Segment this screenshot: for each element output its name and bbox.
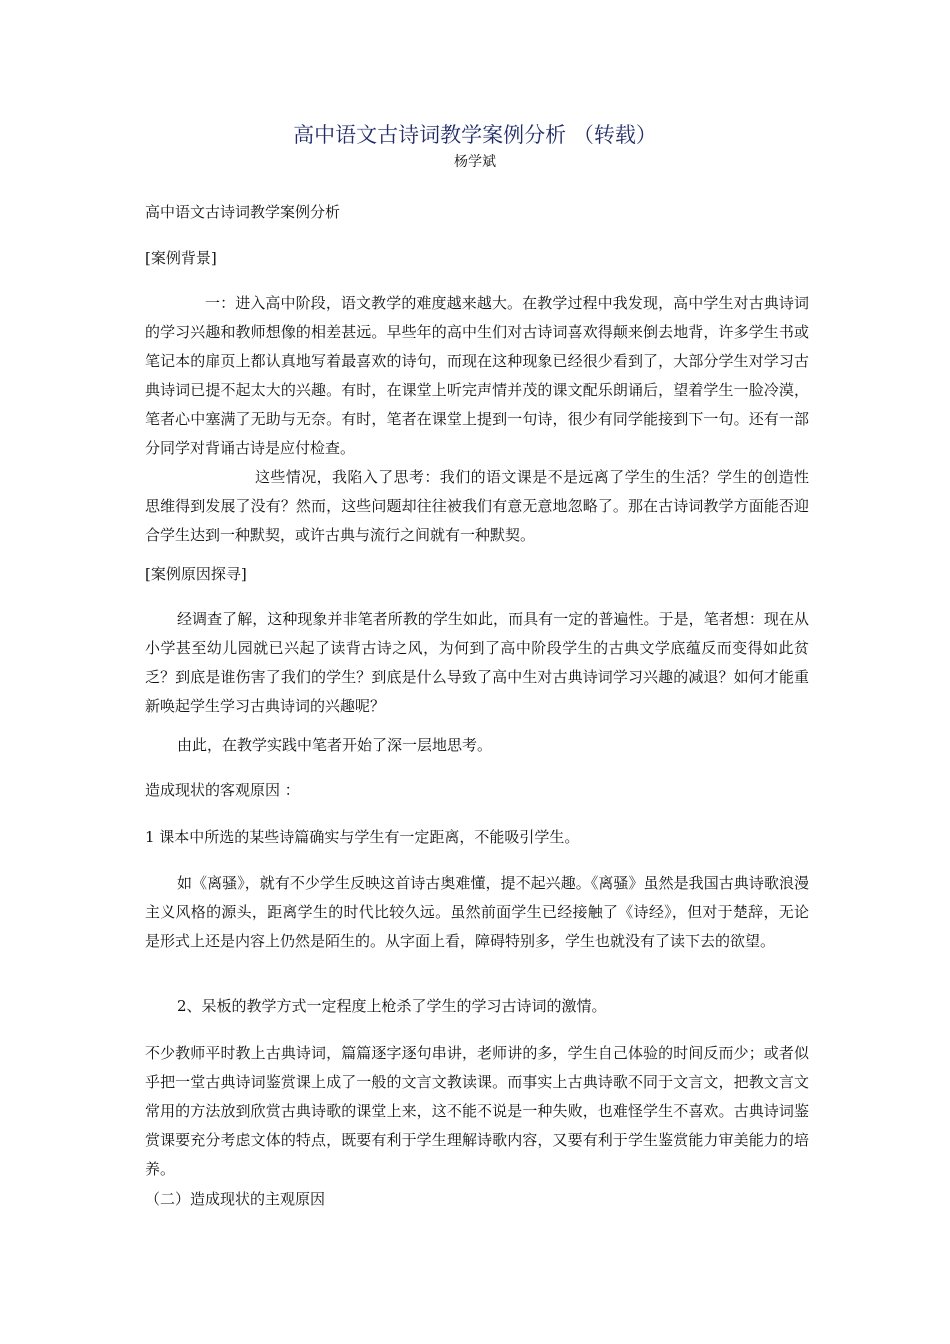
paragraph-teaching: 不少教师平时教上古典诗词，篇篇逐字逐句串讲，老师讲的多，学生自己体验的时间反而少；或者似乎把一堂古典诗词鉴赏课上成了一般的文言文教读课。而事实上古典诗歌不同于文言文，把教文言文常用的方法放到欣赏古典诗歌的课堂上来，这不能不说是一种失败，也难怪学生不喜欢。古典诗词鉴赏课要充分考虑文体的特点，既要有利于学生理解诗歌内容，又要有利于学生鉴赏能力审美能力的培养。 [145,1044,809,1178]
paragraph-background-2: 这些情况，我陷入了思考：我们的语文课是不是远离了学生的生活？学生的创造性思维得到发展了没有？然而，这些问题却往往被我们有意无意地忽略了。那在古诗词教学方面能否迎合学生达到一种默契，或许古典与流行之间就有一种默契。 [145,468,809,544]
list-item-1: 1 课本中所选的某些诗篇确实与学生有一定距离，不能吸引学生。 [145,828,580,846]
section-label-cause: [案例原因探寻] [145,565,247,583]
document-author: 杨学斌 [454,154,496,170]
list-item-2: 2、呆板的教学方式一定程度上枪杀了学生的学习古诗词的激情。 [177,997,607,1015]
section-label-background: [案例背景] [145,249,217,267]
section-heading: 高中语文古诗词教学案例分析 [145,203,341,221]
paragraph-lisao: 如《离骚》，就有不少学生反映这首诗古奥难懂，提不起兴趣。《离骚》虽然是我国古典诗歌浪漫主义风格的源头，距离学生的时代比较久远。虽然前面学生已经接触了《诗经》，但对于楚辞，无论是形式上还是内容上仍然是陌生的。从字面上看，障碍特别多，学生也就没有了读下去的欲望。 [145,874,809,950]
paragraph-background-1: 一：进入高中阶段，语文教学的难度越来越大。在教学过程中我发现，高中学生对古典诗词的学习兴趣和教师想像的相差甚远。早些年的高中生们对古诗词喜欢得颠来倒去地背，许多学生书或笔记本的扉页上都认真地写着最喜欢的诗句，而现在这种现象已经很少看到了，大部分学生对学习古典诗词已提不起太大的兴趣。有时，在课堂上听完声情并茂的课文配乐朗诵后，望着学生一脸冷漠，笔者心中塞满了无助与无奈。有时，笔者在课堂上提到一句诗，很少有同学能接到下一句。还有一部分同学对背诵古诗是应付检查。 [145,294,809,457]
subheading-subjective: （二）造成现状的主观原因 [145,1190,326,1208]
document-title: 高中语文古诗词教学案例分析 （转载） [293,123,657,147]
paragraph-cause-1: 经调查了解，这种现象并非笔者所教的学生如此，而具有一定的普遍性。于是，笔者想：现在从小学甚至幼儿园就已兴起了读背古诗之风，为何到了高中阶段学生的古典文学底蕴反而变得如此贫乏？到底是谁伤害了我们的学生？到底是什么导致了高中生对古典诗词学习兴趣的减退？如何才能重新唤起学生学习古典诗词的兴趣呢？ [145,610,809,715]
subheading-objective: 造成现状的客观原因 ： [145,781,300,799]
paragraph-cause-2: 由此，在教学实践中笔者开始了深一层地思考。 [177,736,493,754]
